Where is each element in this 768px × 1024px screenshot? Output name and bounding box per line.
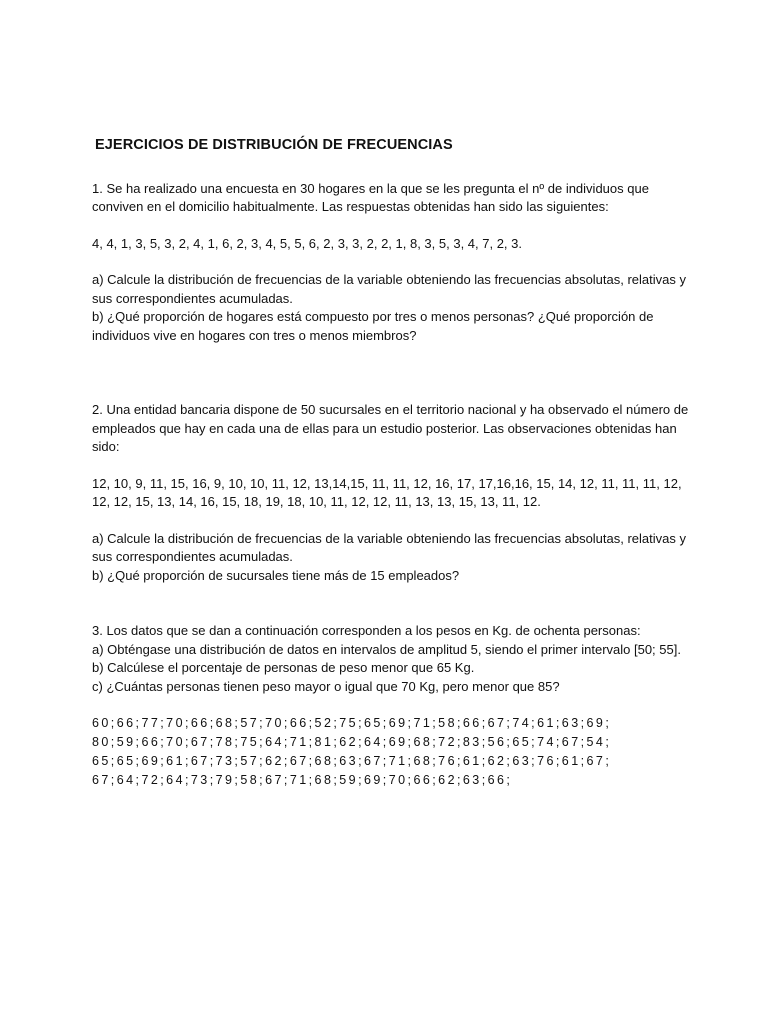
document-content [92,136,692,790]
exercise-3-question-c: c) ¿Cuántas personas tienen peso mayor o igual que 70 Kg, pero menor que 85? [92,678,560,694]
exercise-1-question-a: a) Calcule la distribución de frecuencias de la variable obteniendo las frecuencias absolutas, relativas y sus correspondientes acumuladas. [92,272,687,306]
exercise-3-question-b: b) Calcúlese el porcentaje de personas de peso menor que 65 Kg. [92,660,475,675]
exercise-3-data-line: 60;66;77;70;66;68;57;70;66;52;75;65;69;71;58;66;67;74;61;63;69; [92,716,612,730]
exercise-1-statement: 1. Se ha realizado una encuesta en 30 hogares en la que se les pregunta el nº de individuos que conviven en el domicilio habitualmente. Las respuestas obtenidas han sido las siguientes: [92,180,649,214]
exercise-3-statement: 3. Los datos que se dan a continuación corresponden a los pesos en Kg. de ochenta personas: [92,623,641,638]
exercise-3-data-line: 65;65;69;61;67;73;57;62;67;68;63;67;71;68;76;61;62;63;76;61;67; [92,754,612,768]
exercise-1-data: 4, 4, 1, 3, 5, 3, 2, 4, 1, 6, 2, 3, 4, 5, 5, 6, 2, 3, 3, 2, 2, 1, 8, 3, 5, 3, 4, 7, 2, 3. [92,235,522,251]
exercise-1-question-b: b) ¿Qué proporción de hogares está compuesto por tres o menos personas? ¿Qué proporción de individuos vive en hogares con tres o menos miembros? [92,309,654,343]
exercise-2-question-a: a) Calcule la distribución de frecuencias de la variable obteniendo las frecuencias absolutas, relativas y sus correspondientes acumuladas. [92,530,687,564]
exercise-2-question-b: b) ¿Qué proporción de sucursales tiene más de 15 empleados? [92,567,460,583]
exercise-2-statement: 2. Una entidad bancaria dispone de 50 sucursales en el territorio nacional y ha observado el número de empleados que hay en cada una de ellas para un estudio posterior. Las observaciones obtenidas han sido: [92,402,689,454]
exercise-3-data-line: 67;64;72;64;73;79;58;67;71;68;59;69;70;66;62;63;66; [92,773,513,787]
document-title: EJERCICIOS DE DISTRIBUCIÓN DE FRECUENCIAS [95,137,453,153]
exercise-3-question-a: a) Obténgase una distribución de datos en intervalos de amplitud 5, siendo el primer intervalo [50; 55]. [92,641,681,657]
exercise-2-data: 12, 10, 9, 11, 15, 16, 9, 10, 10, 11, 12, 13,14,15, 11, 11, 12, 16, 17, 17,16,16, 15, 14, 12, 11, 11, 11, 12, 12, 12, 15, 13, 14, 16, 15, 18, 19, 18, 10, 11, 12, 12, 11, 13, 13, 15, 13, 11, 12. [92,475,682,509]
exercise-3-data-line: 80;59;66;70;67;78;75;64;71;81;62;64;69;68;72;83;56;65;74;67;54; [92,735,612,749]
